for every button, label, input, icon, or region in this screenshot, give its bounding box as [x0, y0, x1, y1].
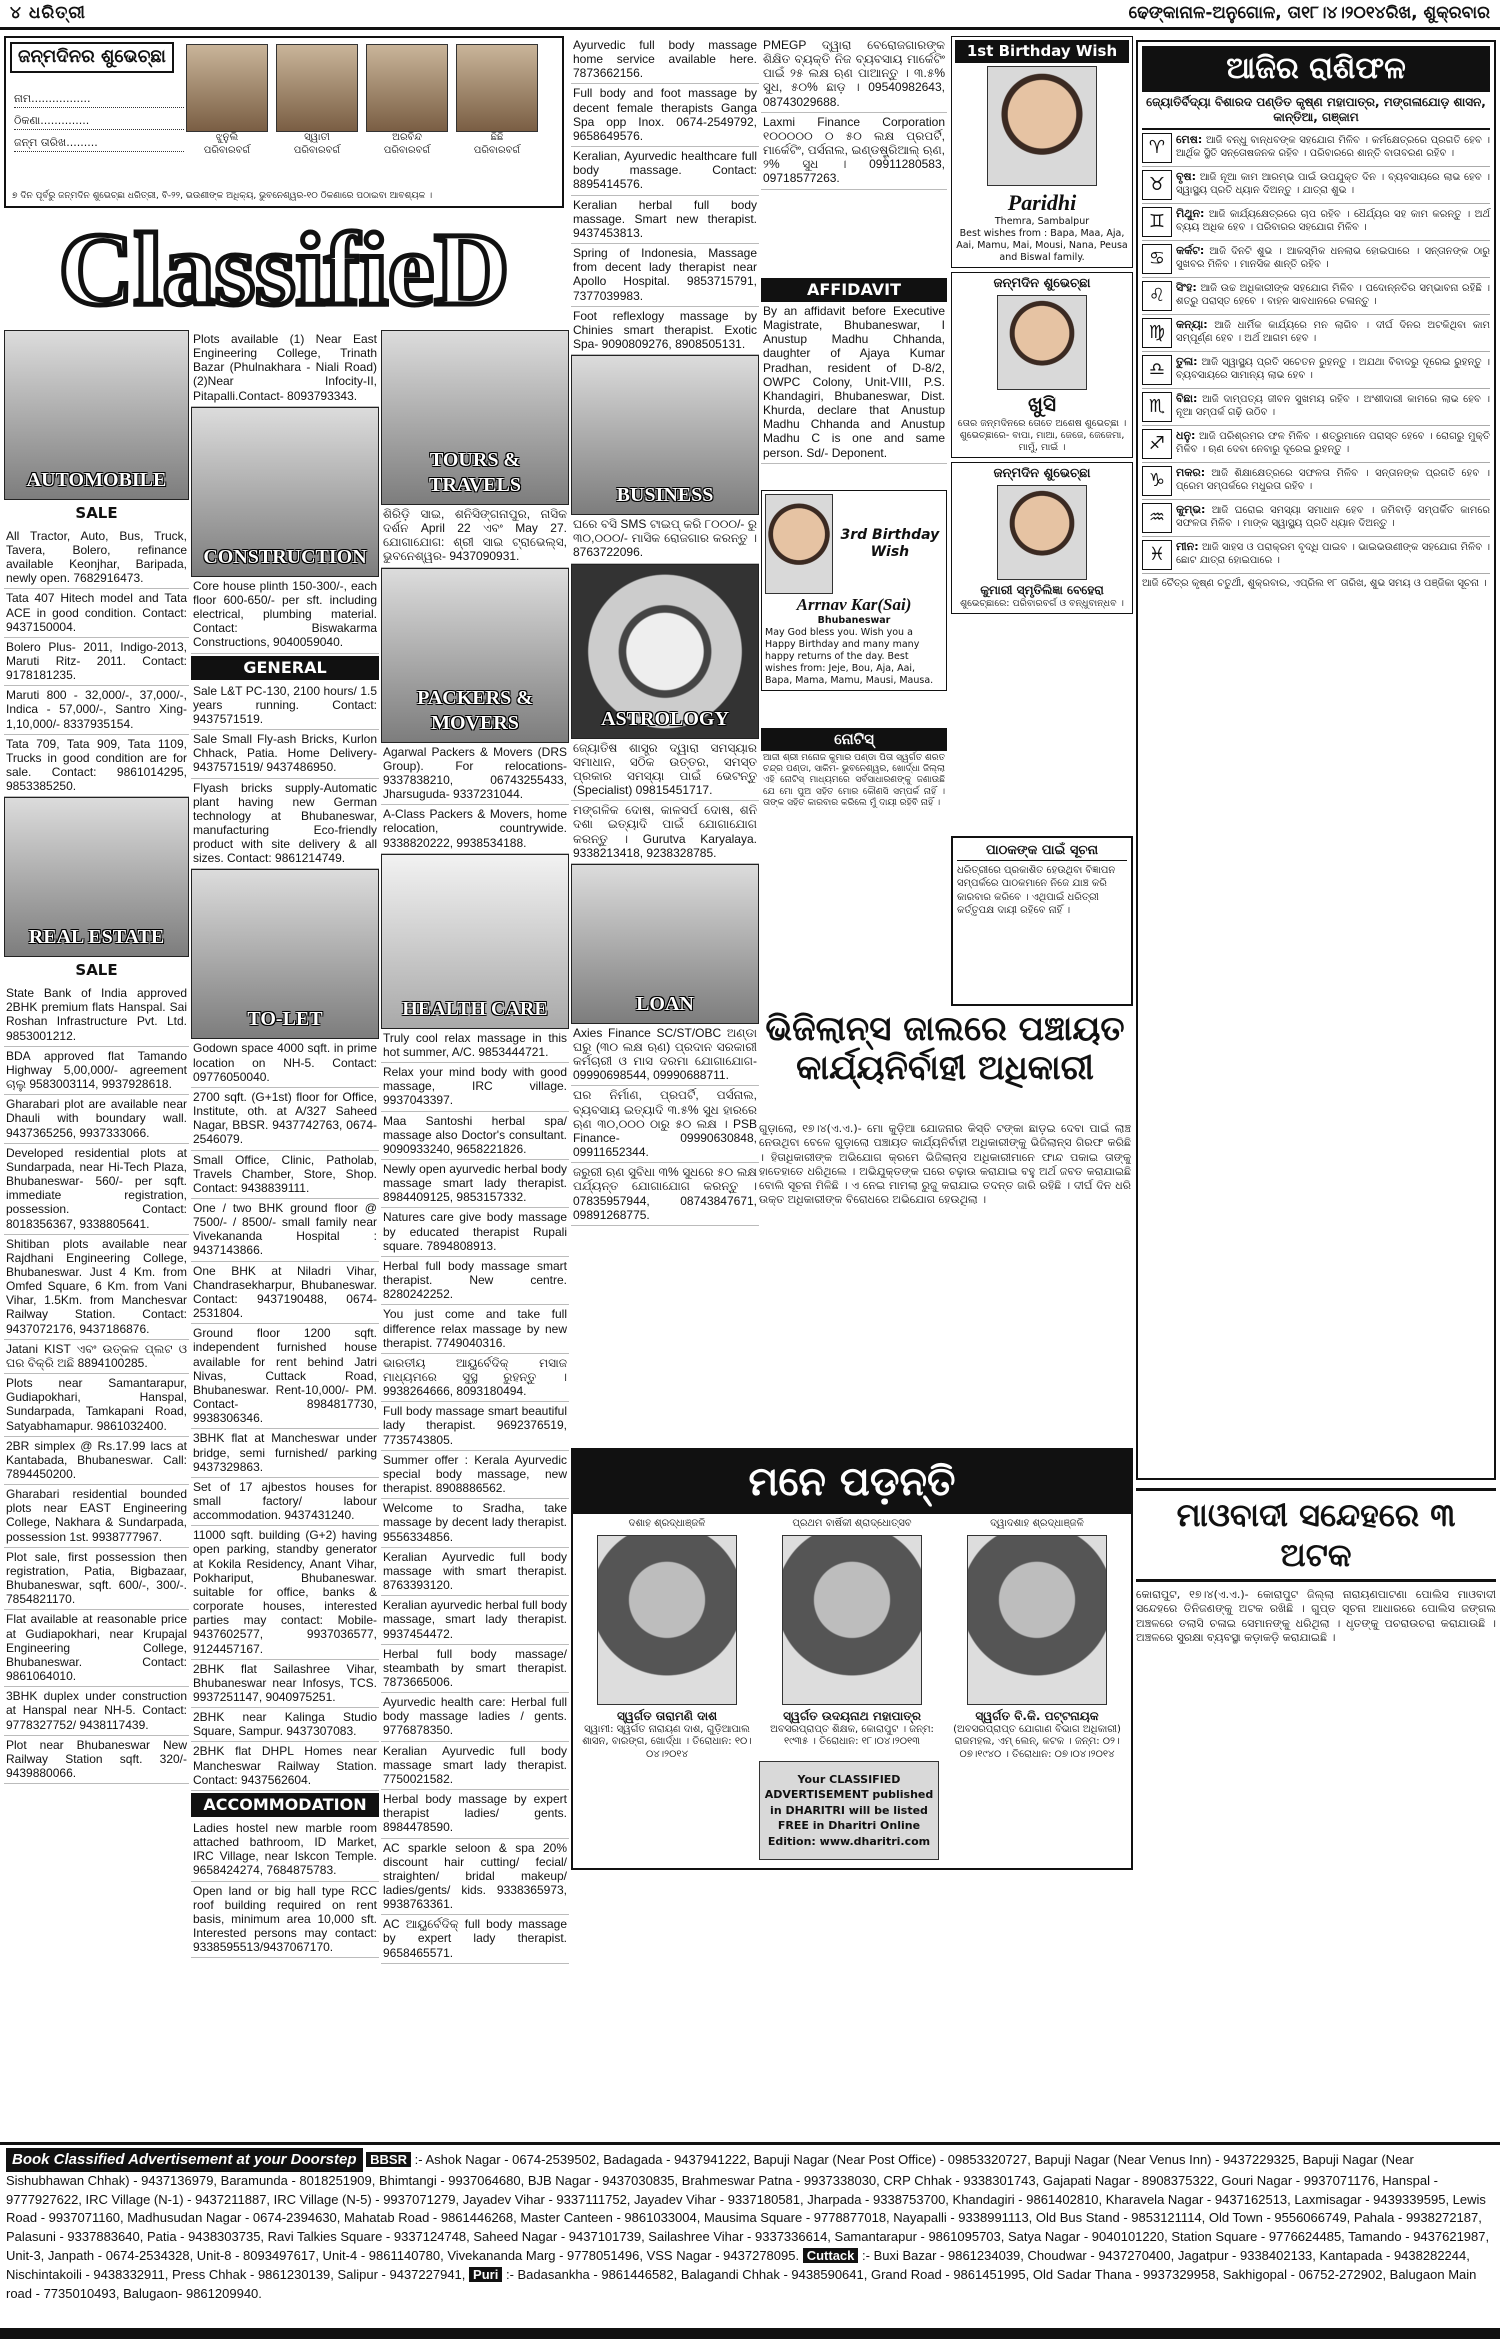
column-business-astrology-loan [571, 36, 759, 1446]
classified-ad: Ayurvedic full body massage home service available here. 7873662156. [571, 36, 759, 84]
kumari-wish-card [951, 462, 1133, 614]
page-number: ୪ ଧରିତ୍ରୀ [10, 2, 86, 23]
classified-ad: Herbal full body massage/ steambath by smart therapist. 7873665006. [381, 1645, 569, 1693]
obituary-card [762, 1518, 942, 1761]
classified-ad: 11000 sqft. building (G+2) having open parking, standby generator at Kokila Residency, Anant Vihar, Pokhariput, Bhubaneswar. suitable for office, banks & corporate houses, interested parties may contact: Mobile-9437602577, 9937036577, 9124457167. [191, 1526, 379, 1659]
notice-block [761, 728, 947, 811]
classified-ad: Full body massage smart beautiful lady therapist. 9692376519, 7735743805. [381, 1402, 569, 1450]
birthday-kids [186, 44, 538, 157]
sign-forecast: ଆଜି ଘରୋଇ ସମସ୍ୟା ସମାଧାନ ହେବ । ଜମିବାଡ଼ି ସମ୍ପର୍କିତ କାମରେ ସଫଳତା ମିଳିବ । ମାଙ୍କ ସ୍ୱାସ୍ଥ୍ୟ ପ୍ରତି ଧ୍ୟାନ ଦିଅନ୍ତୁ । [1176, 504, 1490, 529]
classified-ad: Keralian Ayurvedic full body massage with smart therapist. 8763393120. [381, 1548, 569, 1596]
classified-ad: Keralian herbal full body massage. Smart new therapist. 9437453813. [571, 196, 759, 244]
obituary-card [577, 1518, 757, 1761]
column-wishes [951, 36, 1133, 836]
section-heading: SALE [75, 504, 118, 522]
classified-ad: Axies Finance SC/ST/OBC ଅଣ୍ଡା ଘରୁ (୩୦ ଲକ୍ଷ ଋଣ) ପ୍ରଦାନ ସରକାରୀ କର୍ମଚାରୀ ଓ ମାସ ଦରମା ଯୋଗାଯୋଗ- 09990698544, 09990688711. [571, 1024, 759, 1087]
classified-ad: Plot near Bhubaneswar New Railway Station sqft. 320/- 9439880066. [4, 1736, 189, 1784]
child-name: ଖୁସି [1028, 394, 1056, 416]
classified-ad: You just come and take full difference relax massage by new therapist. 7749040316. [381, 1305, 569, 1353]
wish-message: May God bless you. Wish you a Happy Birthday and many many happy returns of the day. Best wishes from: Jeje, Bou, Aja, Aai, Bapa, Mama, Mamu, Mausi, Mausa. [765, 627, 934, 686]
obituary-photo [967, 1535, 1107, 1705]
classified-ad: 2700 sqft. (G+1st) floor for Office, Institute, oth. at A/327 Saheed Nagar, BBSR. 9437742763, 0674-2546079. [191, 1088, 379, 1151]
wish-title: ଜନ୍ମଦିନ ଶୁଭେଚ୍ଛା [993, 275, 1091, 291]
kid-by: ପରିବାରବର୍ଗ [383, 144, 431, 156]
kid-card [456, 44, 538, 157]
classified-ad: Foot reflexlogy massage by Chinies smart therapist. Exotic Spa- 9090809276, 8908505131. [571, 307, 759, 355]
obituary-detail: (ଅବସରପ୍ରାପ୍ତ ଯୋଗାଣ ବିଭାଗ ଅଧିକାରୀ) ରାଜମହଲ, ଏମ୍ ଲେନ୍, କଟକ । ଜନ୍ମ: ୦୨।୦୭।୧୯୪୦ । ତିରୋଧାନ: ୦୭।୦୪।୨୦୧୪ [953, 1723, 1121, 1760]
classified-logo [4, 212, 564, 327]
kid-photo [276, 44, 358, 132]
sign-forecast: ଆଜି ବନ୍ଧୁ ବାନ୍ଧବଙ୍କ ସହଯୋଗ ମିଳିବ । କର୍ମକ୍ଷେତ୍ରରେ ପ୍ରଗତି ହେବ । ଆର୍ଥିକ ସ୍ଥିତି ସନ୍ତୋଷଜନକ ରହିବ । ପରିବାରରେ ଶାନ୍ତି ବାତାବରଣ ରହିବ । [1176, 134, 1490, 159]
city-label: Cuttack [803, 2248, 859, 2263]
classified-ad: All Tractor, Auto, Bus, Truck, Tavera, Bolero, refinance available Keonjhar, Baripada, newly open. 7682916473. [4, 527, 189, 590]
tolet-image [191, 869, 379, 1039]
ad-list [571, 739, 759, 864]
booking-list-cuttack: :- Buxi Bazar - 9861234039, Choudwar - 9437270400, Jagatpur - 9338402133, Kantapada - 9438282244, Nischintakoili - 9438332911, Press Chhak - 9861230139, Salipur - 9437227941, [6, 2248, 1470, 2282]
classified-ad: Ayurvedic health care: Herbal full body massage ladies / gents. 9776878350. [381, 1693, 569, 1741]
reader-notice-heading: ପାଠକଙ୍କ ପାଇଁ ସୂଚନା [957, 842, 1127, 861]
horoscope-column [1136, 40, 1496, 1480]
classified-ad: A-Class Packers & Movers, home relocation, countrywide. 9338820222, 9938534188. [381, 805, 569, 853]
obituary-cards [573, 1514, 1131, 1765]
booking-list-bbsr: :- Ashok Nagar - 0674-2539502, Badagada - 9437941222, Bapuji Nagar (Near Post Office) - 09853320727, Bapuji Nagar (Near Venus Inn) - 9437229325, Bapuji Nagar (Near Sishubhawan Chhak) - 9437136979, Baramunda - 8018251909, Bhimtangi - 9937064680, BJB Nagar - 9437030835, Brahmeswar Patna - 9937338030, CRP Chhak - 9338301743, Gajapati Nagar - 8908375322, Gouri Nagar - 9937071176, Hanspal - 9777927622, IRC Village (N-1) - 9437211887, IRC Village (N-5) - 9937071279, Jayadev Vihar - 9337111752, Jayadev Vihar - 9337180581, Jharpada - 9338753700, Khandagiri - 9861402810, Kharavela Nagar - 9437162513, Laxmisagar - 9439339595, Lewis Road - 9937071160, Madhusudan Nagar - 0674-2394630, Mahatab Road - 9861446268, Master Canteen - 9861033004, Mausima Square - 9778877018, Nayapalli - 9338991113, Old Bus Stand - 9853121114, Old Town - 9556066749, Pahala - 9938272187, Palasuni - 9337883640, Patia - 9438303735, Ravi Talkies Square - 9337124748, Saheed Nagar - 9437101739, Sailashree Vihar - 9337336614, Samantarapur - 9861095703, Satya Nagar - 9040101220, Station Square - 9776624485, Tamando - 9437621987, Unit-3, Janpath - 0674-2534328, Unit-8 - 8093497617, Unit-4 - 9861140780, Vivekananda Marg - 9778051496, VSS Nagar - 9437278095. [6, 2152, 1490, 2264]
masthead [0, 0, 1500, 30]
khushi-wish-card [951, 272, 1133, 458]
classified-ad: Newly open ayurvedic herbal body massage smart lady therapist. 8984409125, 9853157332. [381, 1160, 569, 1208]
category-label: TOURS & TRAVELS [429, 449, 521, 496]
obituary-card [947, 1518, 1127, 1761]
sign-name: କର୍କଟ: [1176, 243, 1205, 257]
child-place: Themra, Sambalpur [994, 216, 1090, 228]
affidavit-text: By an affidavit before Executive Magistrate, Bhubaneswar, I Anustup Madhu Chhanda, daughter of Ajaya Kumar Pradhan, resident of D-8/2, OWPC Colony, Unit-VIII, P.S. Khandagiri, Bhubaneswar, Dist. Khurda, declare that Anustup Madhu Chhanda and Anustup Madhu C is one and same person. Sd/- Deponent. [761, 302, 947, 464]
ad-list [571, 515, 759, 563]
horoscope-sign [1142, 500, 1490, 537]
sign-name: ମିଥୁନ: [1176, 206, 1205, 220]
ad-list [191, 1039, 379, 1791]
classified-ad: Spring of Indonesia, Massage from decent lady therapist near Apollo Hospital. 9853715791, 7377039983. [571, 244, 759, 307]
obituary-name: ସ୍ୱର୍ଗତ ବି.କି. ପଟ୍ଟନାୟକ [975, 1708, 1099, 1723]
birthday-wish-box [4, 36, 564, 208]
category-label: PACKERS & MOVERS [417, 686, 533, 734]
horoscope-sign [1142, 463, 1490, 500]
horoscope-sign [1142, 537, 1490, 574]
obituary-detail: ସ୍ୱାମୀ: ସ୍ୱର୍ଗତ ନାରାୟଣ ଦାଶ, ଗୁଡ଼ିଆପାଲ ଶାସନ, ବାରଙ୍ଗ, ଖୋର୍ଦ୍ଧା । ତିରୋଧାନ: ୧୦।୦୪।୨୦୧୪ [582, 1723, 752, 1760]
classified-ad: Jatani KIST ଏବଂ ଉତ୍କଳ ପ୍ଲଟ ଓ ଘର ବିକ୍ରି ଅଛି 8894100285. [4, 1340, 189, 1374]
horoscope-sign [1142, 130, 1490, 167]
construction-image [191, 407, 379, 577]
kid-photo [366, 44, 448, 132]
classified-ad: ଶିରିଡ଼ି ସାଇ, ଶନିସିଙ୍ଗନାପୁର, ନାସିକ ଦର୍ଶନ April 22 ଏବଂ May 27. ଯୋଗାଯୋଗ: ଶ୍ରୀ ସାଇ ଟ୍ରାଭେଲ୍ସ, ଭୁବନେଶ୍ୱର- 9437090931. [381, 505, 569, 568]
sign-name: କୁମ୍ଭ: [1176, 502, 1206, 516]
section-heading: SALE [75, 961, 118, 980]
column-travel-health [381, 330, 569, 2140]
birthday-box-title: ଜନ୍ମଦିନର ଶୁଭେଚ୍ଛା [10, 42, 174, 73]
kid-card [276, 44, 358, 157]
sign-forecast: ଆଜି ସାହସ ଓ ପରାକ୍ରମ ବୃଦ୍ଧି ପାଇବ । ଭାଇଭଉଣୀଙ୍କ ସହଯୋଗ ମିଳିବ । ଛୋଟ ଯାତ୍ରା ହୋଇପାରେ । [1176, 541, 1490, 566]
wish-badge: 3rd Birthday Wish [840, 526, 940, 560]
classified-ad: Summer offer : Kerala Ayurvedic special body massage, new therapist. 8908886562. [381, 1451, 569, 1499]
kid-by: ପରିବାରବର୍ଗ [473, 144, 521, 156]
news-headline: ଭିଜିଲାନ୍ସ ଜାଲରେ ପଞ୍ଚାୟତ କାର୍ଯ୍ୟନିର୍ବାହୀ ଅଧିକାରୀ [765, 1009, 1125, 1089]
kid-by: ପରିବାରବର୍ଗ [203, 144, 251, 156]
zodiac-icon: ♋ [1142, 244, 1172, 274]
obituary-kind: ଦ୍ୱାଦଶାହ ଶ୍ରଦ୍ଧାଞ୍ଜଳି [990, 1518, 1084, 1529]
kid-name: ଛିଛି [490, 132, 504, 143]
child-photo [997, 295, 1087, 390]
sign-text [1176, 429, 1490, 459]
zodiac-icon: ♌ [1142, 281, 1172, 311]
sign-text [1176, 170, 1490, 200]
obituary-section [571, 1448, 1133, 1870]
notice-heading: ନୋଟିସ୍ [761, 728, 947, 751]
horoscope-sign [1142, 204, 1490, 241]
classified-ad: ମଙ୍ଗଳିକ ଦୋଷ, କାଳସର୍ପ ଦୋଷ, ଶନି ଦଶା ଇତ୍ୟାଦି ପାଇଁ ଯୋଗାଯୋଗ କରନ୍ତୁ । Gurutva Karyalaya. 9338213418, 9238328785. [571, 801, 759, 864]
zodiac-icon: ♏ [1142, 392, 1172, 422]
sign-forecast: ଆଜି କାର୍ଯ୍ୟକ୍ଷେତ୍ରରେ ଚାପ ରହିବ । ଧୈର୍ଯ୍ୟର ସହ କାମ କରନ୍ତୁ । ଅର୍ଥ ବ୍ୟୟ ଅଧିକ ହେବ । ପରିବାରର ସହଯୋଗ ମିଳିବ । [1176, 208, 1490, 233]
realestate-image [4, 797, 189, 957]
classified-ad: State Bank of India approved 2BHK premium flats Hanspal. Sai Roshan Infrastructure Pvt. Ltd. 9853001212. [4, 984, 189, 1047]
classified-ad: Shitiban plots available near Rajdhani Engineering College, Bhubaneswar. Just 4 Km. from Omfed Square, 6 Km. from Vani Vihar, 1.5Km. from Manchesvar Railway Station. Contact: 9437072176, 9437186876. [4, 1235, 189, 1340]
ad-list [4, 527, 189, 798]
classified-ad: Tata 709, Tata 909, Tata 1109, Trucks in good condition are for sale. Contact: 9861014295, 9853385250. [4, 735, 189, 798]
classified-ad: Full body and foot massage by decent female therapists Ganga Spa opp Inox. 0674-2549792, 9658649576. [571, 84, 759, 147]
wish-message: ତୋର ଜନ୍ମଦିନରେ ତୋତେ ଅଶେଷ ଶୁଭେଚ୍ଛା । ଶୁଭେଚ୍ଛାରେ- ବାପା, ମାଆ, ଜେଜେ, ଜେଜେମା, ମାମୁଁ, ମାଇଁ । [957, 418, 1127, 453]
classified-ad: Sale L&T PC-130, 2100 hours/ 1.5 years running. Contact: 9437571519. [191, 682, 379, 730]
column-construction-tolet [191, 330, 379, 2140]
classified-ad: Ladies hostel new marble room attached bathroom, ID Market, IRC Village, near Iskcon Temple. 9658424274, 7684875783. [191, 1819, 379, 1882]
horoscope-sign [1142, 426, 1490, 463]
birthday-form [14, 86, 184, 152]
horoscope-sign [1142, 389, 1490, 426]
reader-notice-box [951, 836, 1133, 1006]
ad-list [191, 1819, 379, 1958]
ad-list [381, 505, 569, 568]
automobile-image [4, 330, 189, 500]
classified-ad: Gharabari plot are available near Dhauli with boundary wall. 9437365256, 9937333066. [4, 1095, 189, 1143]
category-label: CONSTRUCTION [203, 545, 367, 568]
third-birthday-card [761, 490, 947, 720]
form-dob-line: ଜନ୍ମ ତାରିଖ......... [14, 130, 184, 152]
wish-title: 1st Birthday Wish [955, 40, 1129, 63]
classified-ad: Plots available (1) Near East Engineering College, Trinath Bazar (Phulnakhara - Niali Road) (2)Near Infocity-II, Pitapalli.Contact- 8093793343. [191, 330, 379, 407]
category-label: ASTROLOGY [601, 707, 729, 730]
vigilance-news [759, 1010, 1131, 1120]
affidavit-block [761, 278, 947, 464]
classified-ad: Herbal full body massage smart therapist. New centre. 8280242252. [381, 1257, 569, 1305]
sign-text [1176, 466, 1490, 496]
sign-name: ବୃଷ: [1176, 169, 1197, 183]
ad-pmegp: PMEGP ଦ୍ୱାରା ବେରୋଜଗାରଙ୍କ ଶିକ୍ଷିତ ବ୍ୟକ୍ତି ନିଜ ବ୍ୟବସାୟ ମାର୍କେଟିଂ ପାଇଁ ୨୫ ଲକ୍ଷ ଋଣ ପାଆନ୍ତୁ । ୩.୫% ସୁଧ, ୫୦% ଛାଡ଼ । 09540982643, 08743029688. [761, 36, 947, 113]
birthday-note: ୭ ଦିନ ପୂର୍ବରୁ ଜନ୍ମଦିନ ଶୁଭେଚ୍ଛା ଧରିତ୍ରୀ, ବି-୨୨, ଭଉଣୀଙ୍କ ଅଧିକ୍ୟ, ଭୁବନେଶ୍ୱର-୧୦ ଠିକଣାରେ ପଠାଇବା ଆବଶ୍ୟକ । [12, 190, 433, 201]
packers-image [381, 568, 569, 743]
classified-ad: ଘର ନିର୍ମାଣ, ପ୍ରପର୍ଟି, ପର୍ସନାଲ, ବ୍ୟବସାୟ ଇତ୍ୟାଦି ୩.୫% ସୁଧ ହାରରେ ଋଣ ୩୦,୦୦୦ ଠାରୁ ୫୦ ଲକ୍ଷ । PSB Finance- 09990630848, 09911652344. [571, 1086, 759, 1163]
sign-name: ମେଷ: [1176, 132, 1203, 146]
sign-text [1176, 133, 1490, 163]
category-label: TO-LET [247, 1008, 323, 1031]
sign-text [1176, 503, 1490, 533]
classified-ad: Keralian, Ayurvedic healthcare full body massage. Contact: 8895414576. [571, 147, 759, 195]
wish-title: ଜନ୍ମଦିନ ଶୁଭେଚ୍ଛା [993, 465, 1091, 481]
tours-image [381, 330, 569, 505]
zodiac-icon: ♊ [1142, 207, 1172, 237]
classified-ad: Herbal body massage by expert therapist ladies/ gents. 8984478590. [381, 1790, 569, 1838]
classified-ad: AC ଆୟୁର୍ବେଦିକ୍ full body massage by expert lady therapist. 9658465571. [381, 1915, 569, 1963]
sign-forecast: ଆଜି ପରିଶ୍ରମର ଫଳ ମିଳିବ । ଶତ୍ରୁମାନେ ପରାସ୍ତ ହେବେ । ରୋଗରୁ ମୁକ୍ତି ମିଳିବ । ଋଣ ଦେବା ନେବାରୁ ଦୂରେଇ ରୁହନ୍ତୁ । [1176, 430, 1490, 455]
astrology-image [571, 564, 759, 739]
classified-ad: Open land or big hall type RCC roof building required on rent basis, minimum area 10,000 sft. Interested persons may contact: 9338595513/9437067170. [191, 1882, 379, 1959]
horoscope-signs [1142, 130, 1490, 574]
ad-list [191, 577, 379, 654]
horoscope-sign [1142, 352, 1490, 389]
child-photo [997, 485, 1087, 580]
classified-ad: Agarwal Packers & Movers (DRS Group). For relocations-9337838210, 06743255433, Jharsuguda- 9337231044. [381, 743, 569, 806]
loan-image [571, 864, 759, 1024]
zodiac-icon: ♒ [1142, 503, 1172, 533]
classified-ad: Flat available at reasonable price at Gudiapokhari, near Krupajal Engineering College, Bhubaneswar. Contact: 9861064010. [4, 1610, 189, 1687]
maoist-news [1136, 1488, 1496, 1868]
zodiac-icon: ♑ [1142, 466, 1172, 496]
classified-ad: One BHK at Niladri Vihar, Chandrasekharpur, Bhubaneswar. Contact: 9437190488, 0674-2531804. [191, 1262, 379, 1325]
horoscope-sign [1142, 278, 1490, 315]
wish-card-top [765, 494, 943, 594]
sign-name: କନ୍ୟା: [1176, 317, 1208, 331]
sign-name: ତୁଳା: [1176, 354, 1198, 368]
category-label: AUTOMOBILE [26, 469, 167, 491]
kid-name: ସ୍ୱାତୀ [304, 132, 330, 143]
classified-ad: Plots near Samantarapur, Gudiapokhari, Hanspal, Sundarpada, Tamkapani Road, Satyabhamapur. 9861032400. [4, 1374, 189, 1437]
category-label: REAL ESTATE [28, 926, 165, 949]
classified-ad: ଜ୍ୟୋତିଷ ଶାସ୍ତ୍ର ଦ୍ୱାରା ସମସ୍ୟାର ସମାଧାନ, ସଠିକ ଉତ୍ତର, ସମସ୍ତ ପ୍ରକାର ସମସ୍ୟା ପାଇଁ ଭେଟନ୍ତୁ (Specialist) 09815451717. [571, 739, 759, 802]
business-image [571, 355, 759, 515]
ad-list [571, 1024, 759, 1226]
classified-logo-text: ClassifieD [58, 212, 510, 327]
kid-photo [456, 44, 538, 132]
classified-ad: 2BHK flat Sailashree Vihar, Bhubaneswar near Infosys, TCS. 9937251147, 9040975251. [191, 1660, 379, 1708]
horoscope-title: ଆଜିର ରାଶିଫଳ [1142, 46, 1490, 92]
section-heading: ACCOMMODATION [191, 1793, 379, 1817]
kid-name: ଅରବିନ୍ଦ [392, 132, 422, 143]
horoscope-author: ଜ୍ୟୋତିର୍ବିଦ୍ୟା ବିଶାରଦ ପଣ୍ଡିତ କୃଷ୍ଣ ମହାପାତ୍ର, ମଙ୍ଗଳାଯୋଡ଼ ଶାସନ, କାନ୍ତିଆ, ଗଞ୍ଜାମ [1142, 92, 1490, 130]
classified-ad: Maruti 800 - 32,000/-, 37,000/-, Indica - 57,000/-, Santro Xing-1,10,000/- 8337935154. [4, 686, 189, 734]
kid-name: ଝୁନୁଲି [215, 132, 239, 143]
section-heading: GENERAL [191, 656, 379, 680]
sign-forecast: ଆଜି ଉଚ୍ଚ ଅଧିକାରୀଙ୍କ ସହଯୋଗ ମିଳିବ । ପଦୋନ୍ନତିର ସମ୍ଭାବନା ରହିଛି । ଶତ୍ରୁ ପରାସ୍ତ ହେବେ । ବାହନ ସାବଧାନରେ ଚଳାନ୍ତୁ । [1176, 282, 1490, 307]
classified-ad: 2BHK near Kalinga Studio Square, Sampur. 9437307083. [191, 1708, 379, 1742]
column-finance-top [761, 36, 947, 276]
classified-ad: Set of 17 ajbestos houses for small factory/ labour accommodation. 9437431240. [191, 1478, 379, 1526]
classified-ad: 3BHK flat at Mancheswar under bridge, semi furnished/ parking 9437329863. [191, 1429, 379, 1477]
sign-text [1176, 318, 1490, 348]
sign-name: ବିଛା: [1176, 391, 1198, 405]
category-label: BUSINESS [616, 484, 714, 507]
classified-ad: BDA approved flat Tamando Highway 5,00,000/- agreement ଚାଲୁ 9583003114, 9937928618. [4, 1047, 189, 1095]
form-name-line: ନାମ................. [14, 86, 184, 108]
city-label: BBSR [366, 2152, 411, 2167]
classified-ad: ଭାରତୀୟ ଆୟୁର୍ବେଦିକ୍ ମସାଜ ମାଧ୍ୟମରେ ସୁସ୍ଥ ରୁହନ୍ତୁ । 9938264666, 8093180494. [381, 1354, 569, 1402]
obituary-kind: ଦଶାହ ଶ୍ରଦ୍ଧାଞ୍ଜଳି [628, 1518, 706, 1529]
sign-forecast: ଆଜି ଧାର୍ମିକ କାର୍ଯ୍ୟରେ ମନ ଲାଗିବ । ଦୀର୍ଘ ଦିନର ଅଟକିଥିବା କାମ ସମ୍ପୂର୍ଣ୍ଣ ହେବ । ଅର୍ଥ ଆଗମ ହେବ । [1176, 319, 1490, 344]
classified-ad: ଘରେ ବସି SMS ଟାଇପ୍ କରି ୮୦୦୦/- ରୁ ୩୦,୦୦୦/- ମାସିକ ରୋଜଗାର କରନ୍ତୁ । 8763722096. [571, 515, 759, 563]
classified-ad: Gharabari residential bounded plots near EAST Engineering College, Nakhara & Sundarpada, possession 1st. 9938777967. [4, 1485, 189, 1548]
sign-text [1176, 355, 1490, 385]
zodiac-icon: ♐ [1142, 429, 1172, 459]
classified-ad: Bolero Plus- 2011, Indigo-2013, Maruti Ritz- 2011. Contact: 9178181235. [4, 638, 189, 686]
booking-list-puri: :- Badasankha - 9861446582, Balagandi Chhak - 9438590641, Grand Road - 9861451995, Old Sadar Thana - 9937329958, Sakhigopal - 06752-272902, Balugaon Main road - 7735010493, Balugaon- 9861209940. [6, 2266, 1477, 2301]
horoscope-footer: ଆଜି ଚୈତ୍ର କୃଷ୍ଣ ଚତୁର୍ଥୀ, ଶୁକ୍ରବାର, ଏପ୍ରିଲ ୧୮ ତାରିଖ, ଶୁଭ ସମୟ ଓ ପଞ୍ଜିକା ସୂଚନା । [1142, 577, 1487, 589]
classified-ad: Maa Santoshi herbal spa/ massage also Doctor's consultant. 9090933240, 9658221826. [381, 1112, 569, 1160]
kid-by: ପରିବାରବର୍ଗ [293, 144, 341, 156]
zodiac-icon: ♓ [1142, 540, 1172, 570]
column-automobile-realestate [4, 330, 189, 2140]
wish-message: ଶୁଭେଚ୍ଛାରେ: ପରିବାରବର୍ଗ ଓ ବନ୍ଧୁବାନ୍ଧବ । [960, 597, 1124, 609]
zodiac-icon: ♎ [1142, 355, 1172, 385]
zodiac-icon: ♈ [1142, 133, 1172, 163]
classified-ad: 2BR simplex @ Rs.17.99 lacs at Kantabada, Bhubaneswar. Call: 7894450200. [4, 1437, 189, 1485]
sign-text [1176, 244, 1490, 274]
sign-forecast: ଆଜି ଶିକ୍ଷାକ୍ଷେତ୍ରରେ ସଫଳତା ମିଳିବ । ସନ୍ତାନଙ୍କ ପ୍ରଗତି ହେବ । ପ୍ରେମ ସମ୍ପର୍କରେ ମଧୁରତା ରହିବ । [1176, 467, 1490, 492]
healthcare-image [381, 854, 569, 1029]
ad-list [571, 36, 759, 355]
sign-name: ସିଂହ: [1176, 280, 1197, 294]
sign-text [1176, 540, 1490, 570]
online-promo-box: Your CLASSIFIED ADVERTISEMENT published in DHARITRI will be listed FREE in Dharitri Online Edition: www.dharitri.com [759, 1761, 939, 1860]
child-name: କୁମାରୀ ସ୍ମୃତିଲିଜ୍ଞା ବେହେରା [980, 582, 1104, 597]
ad-laxmi-finance: Laxmi Finance Corporation ୧୦୦୦୦୦ ୦ ୫୦ ଲକ୍ଷ ପ୍ରପର୍ଟି, ମାର୍କେଟିଂ, ପର୍ସନାଲ, ଇଣ୍ଡଷ୍ଟ୍ରିଆଲ୍ ଋଣ, ୨% ସୁଧ । 09911280583, 09718577263. [761, 113, 947, 190]
classified-ad: Flyash bricks supply-Automatic plant having new German technology at Bhubaneswar, manufacturing Eco-friendly product with site delivery & all sizes. Contact: 9861214749. [191, 779, 379, 870]
classified-ad: Core house plinth 150-300/-, each floor 600-650/- per sft. including electrical, plumbing material. Contact: Biswakarma Constructions, 9040059040. [191, 577, 379, 654]
obituary-heading: ମନେ ପଡ଼ନ୍ତି [573, 1450, 1131, 1514]
classified-ad: Truly cool relax massage in this hot summer, A/C. 9853444721. [381, 1029, 569, 1063]
category-label: HEALTH CARE [402, 997, 548, 1020]
sign-text [1176, 207, 1490, 237]
classified-ad: Tata 407 Hitech model and Tata ACE in good condition. Contact: 9437150004. [4, 589, 189, 637]
classified-ad: 2BHK flat DHPL Homes near Mancheswar Railway Station. Contact: 9437562604. [191, 1742, 379, 1790]
child-name: Arrnav Kar(Sai) [796, 595, 912, 614]
classified-ad: Keralian Ayurvedic full body massage smart lady therapist. 7750021582. [381, 1742, 569, 1790]
obituary-detail: ଅବସରପ୍ରାପ୍ତ ଶିକ୍ଷକ, କୋରାପୁଟ । ଜନ୍ମ: ୧୯୩୫ । ତିରୋଧାନ: ୧୮।୦୪।୨୦୧୩ [770, 1723, 934, 1747]
child-photo [765, 494, 833, 594]
classified-ad: Plot sale, first possession then registration, Patia, Bigbazaar, Bhubaneswar, sqft. 600/-, 300/-. 7854821170. [4, 1548, 189, 1611]
sign-name: ମକର: [1176, 465, 1206, 479]
ad-list [381, 1029, 569, 1964]
classified-ad: Sale Small Fly-ash Bricks, Kurlon Chhack, Patia. Home Delivery- 9437571519/ 9437486950. [191, 730, 379, 778]
classified-ad: Developed residential plots at Sundarpada, near Hi-Tech Plaza, Bhubaneswar- 560/- per sqft. immediate registration, possession. Contact: 8018356367, 9338805641. [4, 1144, 189, 1235]
sign-forecast: ଆଜି ଦିନଟି ଶୁଭ । ଆକସ୍ମିକ ଧନଲାଭ ହୋଇପାରେ । ସନ୍ତାନଙ୍କ ଠାରୁ ସୁଖବର ମିଳିବ । ମାନସିକ ଶାନ୍ତି ରହିବ । [1176, 245, 1490, 270]
wish-message: Best wishes from : Bapa, Maa, Aja, Aai, Mamu, Mai, Mousi, Nana, Peusa and Biswal family. [956, 228, 1128, 263]
ad-list [191, 682, 379, 870]
child-place: Bhubaneswar [817, 615, 891, 627]
classified-ad: Keralian ayurvedic herbal full body massage, smart lady therapist. 9937454472. [381, 1596, 569, 1644]
obituary-name: ସ୍ୱର୍ଗତ ତାରାମଣି ଦାଶ [616, 1708, 718, 1723]
classified-ad: Natures care give body massage by educated therapist Rupali square. 7894808913. [381, 1208, 569, 1256]
classified-ad: Small Office, Clinic, Patholab, Travels Chamber, Store, Shop. Contact: 9438839111. [191, 1151, 379, 1199]
category-label: LOAN [636, 992, 694, 1015]
child-name: Paridhi [1007, 189, 1077, 215]
classified-ad: Relax your mind body with good massage, IRC village. 9937043397. [381, 1063, 569, 1111]
ad-list [4, 984, 189, 1784]
classified-ad: Ground floor 1200 sqft. independent furnished house available for rent behind Jatri Nivas, Cuttack Road, Bhubaneswar. Rent-10,000/- PM. Contact- 8984817730, 9938306346. [191, 1324, 379, 1429]
news-body: ଗୁଡ଼ାଲୋ, ୧୭।୪(ଏ.ଏ.)- ମୋ କୁଡ଼ିଆ ଯୋଜନାର କିସ୍ତି ଟଙ୍କା ଛାଡ଼ଇ ଦେବା ପାଇଁ ଲାଞ୍ଚ ନେଉଥିବା ବେଳେ ଗୁଡ଼ାଲୋ ପଞ୍ଚାୟତ କାର୍ଯ୍ୟନିର୍ବାହୀ ଅଧିକାରୀଙ୍କୁ ଭିଜିଲାନ୍ସ ଗିରଫ କରିଛି । ହିତାଧିକାରୀଙ୍କ ଅଭିଯୋଗ କ୍ରମେ ଭିଜିଲାନ୍ସ ଅଧିକାରୀମାନେ ଫାନ୍ଦ ପକାଇ ତାଙ୍କୁ ହାତେହାତେ ଧରିଥିଲେ । ଅଭିଯୁକ୍ତଙ୍କ ଘରେ ଚଢ଼ାଉ କରାଯାଇ ବହୁ ଅର୍ଥ ଜବତ କରାଯାଇଛି ବୋଲି ସୂଚନା ମିଳିଛି । ଏ ନେଇ ମାମଲା ରୁଜୁ କରାଯାଇ ତଦନ୍ତ ଜାରି ରହିଛି । ଦୀର୍ଘ ଦିନ ଧରି ଉକ୍ତ ଅଧିକାରୀଙ୍କ ବିରୋଧରେ ଅଭିଯୋଗ ହେଉଥିଲା । [759, 1122, 1131, 1207]
sign-forecast: ଆଜି ନୂଆ କାମ ଆରମ୍ଭ ପାଇଁ ଉପଯୁକ୍ତ ଦିନ । ବ୍ୟବସାୟରେ ଲାଭ ହେବ । ସ୍ୱାସ୍ଥ୍ୟ ପ୍ରତି ଧ୍ୟାନ ଦିଅନ୍ତୁ । ଯାତ୍ରା ଶୁଭ । [1176, 171, 1490, 196]
kid-card [186, 44, 268, 157]
zodiac-icon: ♍ [1142, 318, 1172, 348]
horoscope-sign [1142, 315, 1490, 352]
child-photo [987, 66, 1097, 186]
sign-forecast: ଆଜି ଦାମ୍ପତ୍ୟ ଜୀବନ ସୁଖମୟ ରହିବ । ଅଂଶୀଦାରୀ କାମରେ ଲାଭ ହେବ । ନୂଆ ସମ୍ପର୍କ ଗଢ଼ି ଉଠିବ । [1176, 393, 1490, 418]
obituary-photo [597, 1535, 737, 1705]
ad-list [191, 330, 379, 407]
news-headline: ମାଓବାଦୀ ସନ୍ଦେହରେ ୩ ଅଟକ [1136, 1488, 1496, 1582]
horoscope-sign [1142, 167, 1490, 204]
wish-card [761, 490, 947, 691]
sign-name: ମୀନ: [1176, 539, 1199, 553]
city-label: Puri [469, 2267, 502, 2282]
classified-ad: One / two BHK ground floor @ 7500/- / 8500/- small family near Vivekananda Hospital : 9437143866. [191, 1199, 379, 1262]
sign-text [1176, 281, 1490, 311]
sign-name: ଧନୁ: [1176, 428, 1196, 442]
affidavit-heading: AFFIDAVIT [761, 278, 947, 302]
classified-ad: Welcome to Sradha, take massage by decent lady therapist. 9556334856. [381, 1499, 569, 1547]
horoscope-sign [1142, 241, 1490, 278]
kid-photo [186, 44, 268, 132]
form-address-line: ଠିକଣା.............. [14, 108, 184, 130]
sign-text [1176, 392, 1490, 422]
classified-banner [4, 212, 564, 327]
classified-ad: Godown space 4000 sqft. in prime location on NH-5. Contact: 09776050040. [191, 1039, 379, 1087]
obituary-kind: ପ୍ରଥମ ବାର୍ଷିକୀ ଶ୍ରାଦ୍ଧୋତ୍ସବ [792, 1518, 912, 1529]
kid-card [366, 44, 448, 157]
dateline: ଢେଙ୍କାନାଳ-ଅନୁଗୋଳ, ତା୧୮।୪।୨୦୧୪ରିଖ, ଶୁକ୍ରବାର [1128, 2, 1490, 23]
classified-ad: ଜରୁରୀ ଋଣ ସୁବିଧା ୩% ସୁଧରେ ୫୦ ଲକ୍ଷ ପର୍ଯ୍ୟନ୍ତ ଯୋଗାଯୋଗ କରନ୍ତୁ । 07835957944, 08743847671, 09891268775. [571, 1163, 759, 1226]
booking-centres [0, 2142, 1500, 2339]
classified-ad: 3BHK duplex under construction at Hanspal near NH-5. Contact: 9778327752/ 9438117439. [4, 1687, 189, 1735]
reader-notice-text: ଧରିତ୍ରୀରେ ପ୍ରକାଶିତ ହେଉଥିବା ବିଜ୍ଞାପନ ସମ୍ପର୍କରେ ପାଠକମାନେ ନିଜେ ଯାଞ୍ଚ କରି କାରବାର କରିବେ । ଏଥିପାଇଁ ଧରିତ୍ରୀ କର୍ତ୍ତୃପକ୍ଷ ଦାୟୀ ରହିବେ ନାହିଁ । [957, 864, 1116, 917]
booking-heading: Book Classified Advertisement at your Doorstep [6, 2148, 363, 2172]
first-birthday-card [951, 36, 1133, 268]
sign-forecast: ଆଜି ସ୍ୱାସ୍ଥ୍ୟ ପ୍ରତି ସଚେତନ ରୁହନ୍ତୁ । ଅଯଥା ବିବାଦରୁ ଦୂରେଇ ରୁହନ୍ତୁ । ବ୍ୟବସାୟରେ ସାମାନ୍ୟ ଲାଭ ହେବ । [1176, 356, 1490, 381]
obituary-photo [782, 1535, 922, 1705]
ad-list [381, 743, 569, 854]
classified-ad: AC sparkle seloon & spa 20% discount hair cutting/ fecial/ straighten/ bridal makeup/ ladies/gents/ kids. 9338365973, 9938763361. [381, 1839, 569, 1916]
news-body: କୋରାପୁଟ, ୧୭।୪(ଏ.ଏ.)- କୋରାପୁଟ ଜିଲ୍ଲା ନାରାୟଣପାଟଣା ପୋଲିସ ମାଓବାଦୀ ସନ୍ଦେହରେ ତିନିଜଣଙ୍କୁ ଅଟକ ରଖିଛି । ଗୁପ୍ତ ସୂଚନା ଆଧାରରେ ପୋଲିସ ଜଙ୍ଗଲ ଅଞ୍ଚଳରେ ତଲାସି ଚଳାଇ ସେମାନଙ୍କୁ ଧରିଥିଲା । ଧୃତଙ୍କୁ ପଚରାଉଚରା କରାଯାଉଛି । ଅଞ୍ଚଳରେ ସୁରକ୍ଷା ବ୍ୟବସ୍ଥା କଡ଼ାକଡ଼ି କରାଯାଇଛି । [1136, 1588, 1496, 1644]
obituary-name: ସ୍ୱର୍ଗତ ଉଦୟନାଥ ମହାପାତ୍ର [783, 1708, 921, 1723]
footer-strip [0, 2328, 1500, 2339]
notice-text: ଆଜୀ ଶ୍ରୀ ମନୋଜ କୁମାର ପଣ୍ଡା ପିତା ସ୍ୱର୍ଗତ ଶରତ ଚନ୍ଦ୍ର ପଣ୍ଡା, ସାକିମ- ଭୁବନେଶ୍ୱର, ଖୋର୍ଦ୍ଧା ଜିଲ୍ଲା ଏହି ନୋଟିସ୍ ମାଧ୍ୟମରେ ସର୍ବସାଧାରଣଙ୍କୁ ଜଣାଉଛି ଯେ ମୋ ପୁଅ ସହିତ ମୋର କୌଣସି ସମ୍ପର୍କ ନାହିଁ । ତାଙ୍କ ସହିତ କାରବାର କରିଲେ ମୁଁ ଦାୟୀ ରହିବି ନାହିଁ । [763, 752, 945, 808]
zodiac-icon: ♉ [1142, 170, 1172, 200]
